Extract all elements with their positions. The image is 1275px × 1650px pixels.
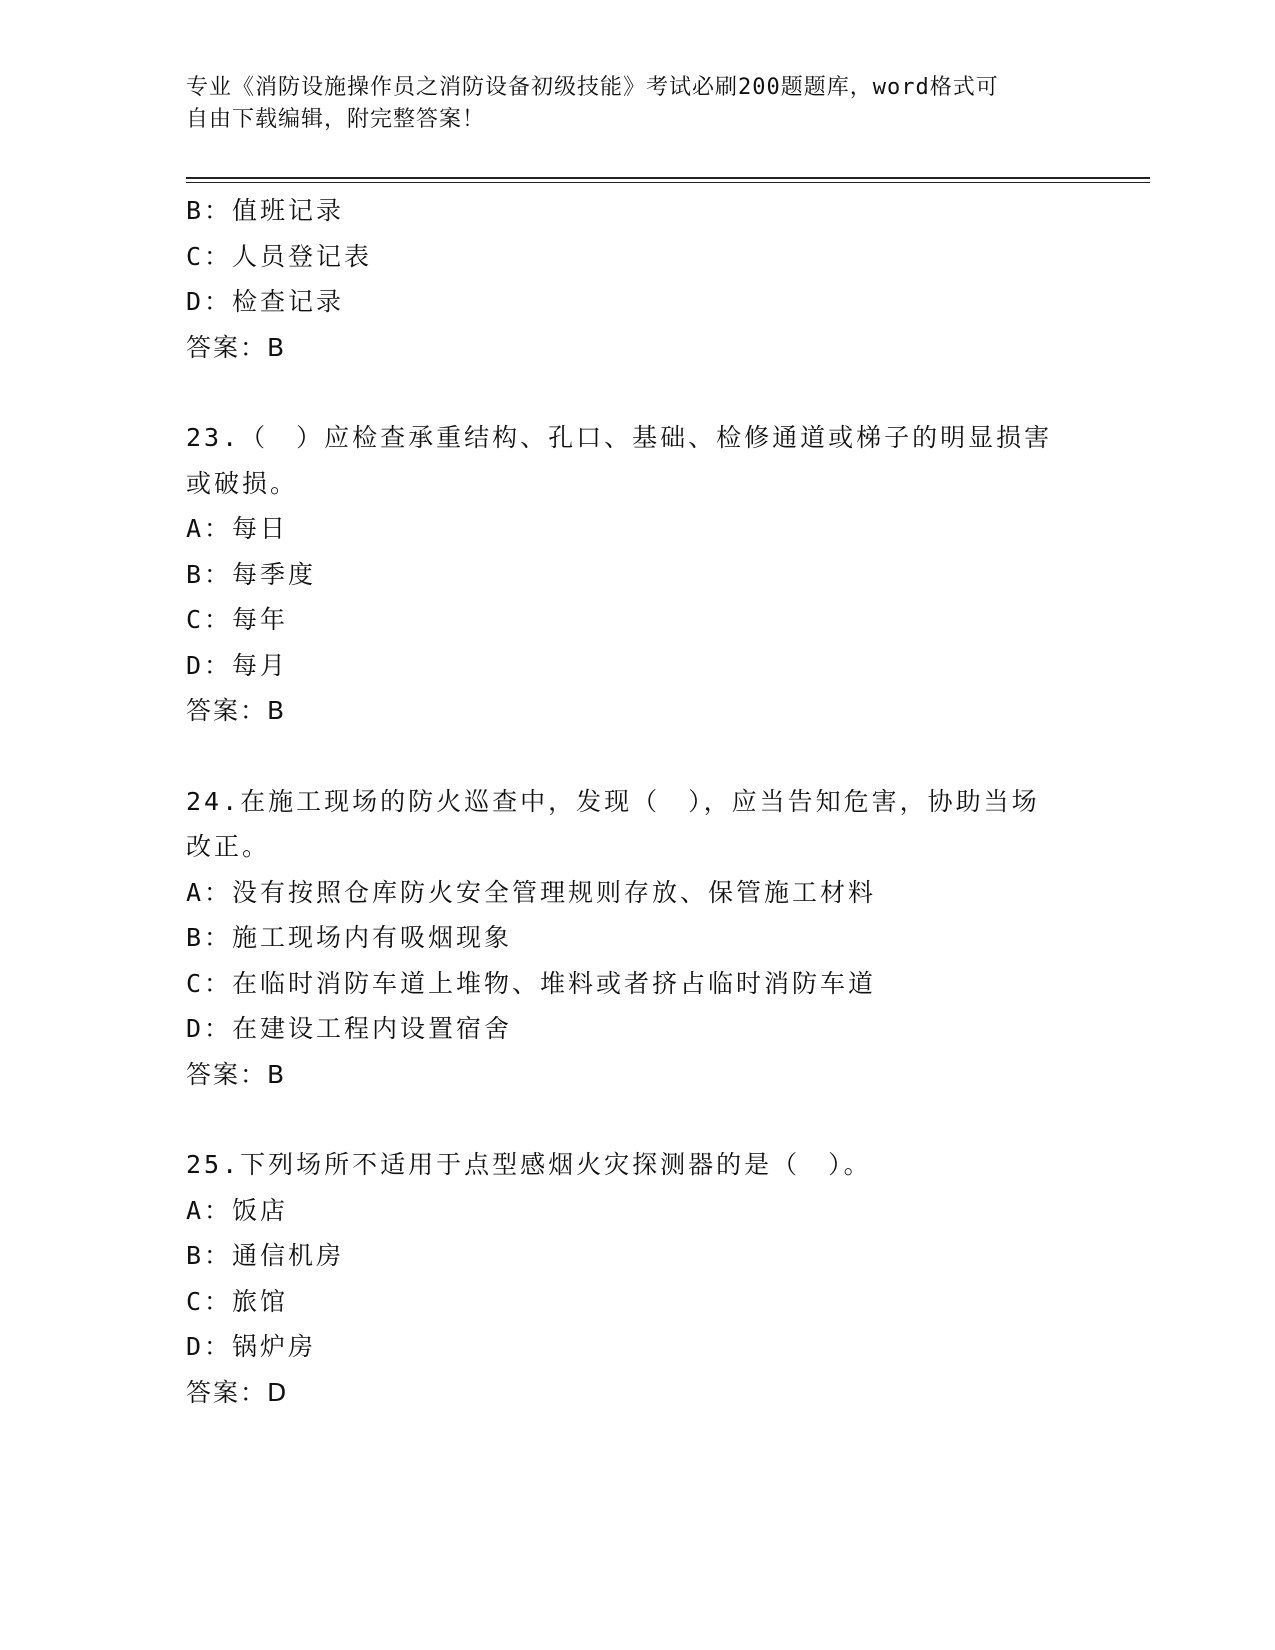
option-d: D：锅炉房 bbox=[186, 1332, 317, 1361]
option-c: C：每年 bbox=[186, 605, 289, 634]
answer-line: 答案：B bbox=[186, 1059, 287, 1089]
answer-line: 答案：B bbox=[186, 332, 287, 362]
option-b: B：每季度 bbox=[186, 559, 317, 589]
question-stem: 25.下列场所不适用于点型感烟火灾探测器的是（ ）。 bbox=[186, 1150, 872, 1179]
option-a: A：每日 bbox=[186, 514, 289, 543]
header-divider bbox=[186, 177, 1150, 179]
header-line-2: 自由下载编辑，附完整答案！ bbox=[186, 107, 486, 132]
spacer bbox=[186, 734, 1066, 779]
question-stem: 24.在施工现场的防火巡查中，发现（ ），应当告知危害，协助当场 bbox=[186, 786, 1040, 816]
option-c: C：旅馆 bbox=[186, 1286, 289, 1316]
spacer bbox=[186, 1097, 1066, 1142]
header-line-1: 专业《消防设施操作员之消防设备初级技能》考试必刷200题题库，word格式可 bbox=[186, 75, 999, 100]
option-c: C：人员登记表 bbox=[186, 241, 373, 271]
header-divider-thin bbox=[186, 182, 1150, 183]
option-b: B：值班记录 bbox=[186, 196, 345, 225]
option-d: D：在建设工程内设置宿舍 bbox=[186, 1014, 513, 1043]
spacer bbox=[186, 370, 1066, 415]
answer-line: 答案：B bbox=[186, 696, 287, 725]
question-25 bbox=[186, 1142, 1066, 1415]
document-header bbox=[186, 72, 1066, 136]
question-stem: 23.（ ）应检查承重结构、孔口、基础、检修通道或梯子的明显损害 bbox=[186, 423, 1053, 452]
question-list bbox=[186, 188, 1066, 1415]
option-b: B：施工现场内有吸烟现象 bbox=[186, 923, 513, 952]
option-d: D：每月 bbox=[186, 650, 289, 680]
answer-line: 答案：D bbox=[186, 1377, 289, 1407]
question-24 bbox=[186, 779, 1066, 1098]
option-a: A：饭店 bbox=[186, 1195, 289, 1225]
question-stem-continued: 改正。 bbox=[186, 832, 271, 861]
option-b: B：通信机房 bbox=[186, 1241, 345, 1270]
question-23 bbox=[186, 415, 1066, 734]
option-a: A：没有按照仓库防火安全管理规则存放、保管施工材料 bbox=[186, 877, 877, 907]
option-d: D：检查记录 bbox=[186, 287, 345, 316]
question-stem-continued: 或破损。 bbox=[186, 468, 299, 498]
option-c: C：在临时消防车道上堆物、堆料或者挤占临时消防车道 bbox=[186, 968, 877, 998]
question-22-tail bbox=[186, 188, 1066, 370]
